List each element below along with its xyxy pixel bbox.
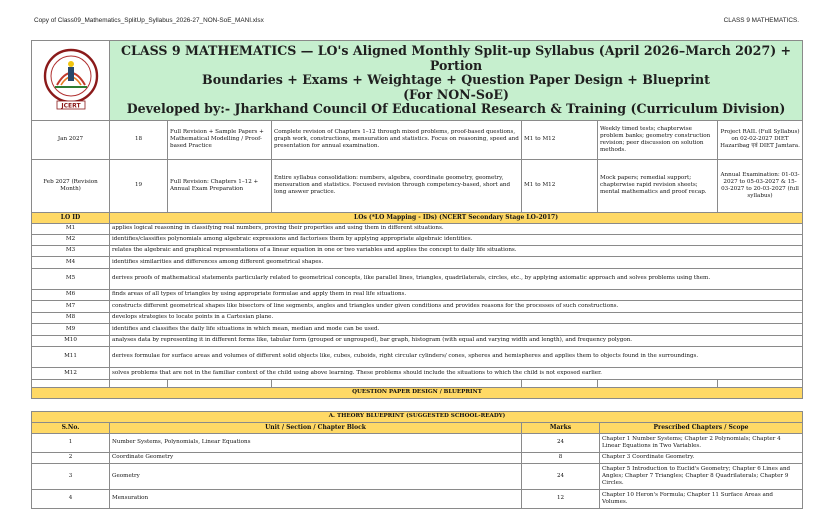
lo-row [32, 256, 803, 268]
sheet-title-header: CLASS 9 MATHEMATICS. [723, 17, 799, 24]
lo-id-header: LO ID [32, 212, 110, 223]
main-title-line2: Boundaries + Exams + Weightage + Question Paper Design + Blueprint [202, 72, 710, 87]
lo-desc-header: LOs (*LO Mapping - IDs) (NCERT Secondary Stage LO-2017) [110, 212, 803, 223]
marks-cell: 12 [522, 489, 600, 508]
blueprint-row [32, 463, 803, 489]
lo-row [32, 223, 803, 234]
title-row [32, 41, 803, 121]
lo-text: derives formulae for surface areas and volumes of different solid objects like, cubes, cuboids, right circular cylinders/ cones, spheres and hemispheres and applies them to objects found in the surroundings. [110, 346, 803, 367]
blueprint-table [31, 411, 803, 509]
chapters-cell: Chapter 10 Heron's Formula; Chapter 11 Surface Areas and Volumes. [600, 489, 803, 508]
chapters-header: Prescribed Chapters / Scope [600, 422, 803, 433]
lo-text: relates the algebraic and graphical representations of a linear equation in one or two variables and applies the concept to daily life situations. [110, 245, 803, 256]
syllabus-table [31, 40, 803, 399]
lo-id: M7 [32, 300, 110, 312]
unit-cell: Number Systems, Polynomials, Linear Equations [110, 433, 522, 452]
remark-cell: Annual Examination: 01-03-2027 to 05-03-2027 & 15-03-2027 to 20-03-2027 (full syllabus) [718, 159, 803, 212]
lo-row [32, 323, 803, 335]
lo-id: M1 [32, 223, 110, 234]
week-cell: 18 [110, 120, 168, 159]
chapters-cell: Chapter 1 Number Systems; Chapter 2 Polynomials; Chapter 4 Linear Equations in Two Variables. [600, 433, 803, 452]
lo-id: M9 [32, 323, 110, 335]
lo-row [32, 245, 803, 256]
lo-cell: M1 to M12 [522, 159, 598, 212]
activity-cell: Mock papers; remedial support; chapterwise rapid revision sheets; mental mathematics and proof recap. [598, 159, 718, 212]
lo-id: M8 [32, 312, 110, 323]
sno-cell: 4 [32, 489, 110, 508]
lo-id: M10 [32, 335, 110, 346]
lo-header-row [32, 212, 803, 223]
chapters-cell: Chapter 3 Coordinate Geometry. [600, 452, 803, 463]
blueprint-header-row [32, 422, 803, 433]
lo-text: derives proofs of mathematical statements particularly related to geometrical concepts, like parallel lines, triangles, quadrilaterals, circles, etc., by applying axiomatic approach and solves problems using them. [110, 268, 803, 289]
unit-header: Unit / Section / Chapter Block [110, 422, 522, 433]
lo-id: M4 [32, 256, 110, 268]
details-cell: Entire syllabus consolidation: numbers, algebra, coordinate geometry, geometry, mensuration and statistics. Focused revision through competency-based, short and long answer practice. [272, 159, 522, 212]
month-cell: Jan 2027 [32, 120, 110, 159]
sno-header: S.No. [32, 422, 110, 433]
lo-text: identifies similarities and differences among different geometrical shapes. [110, 256, 803, 268]
topic-cell: Full Revision + Sample Papers + Mathematical Modelling / Proof-based Practice [168, 120, 272, 159]
unit-cell: Coordinate Geometry [110, 452, 522, 463]
logo-text: JCERT [60, 102, 81, 110]
monthly-row [32, 120, 803, 159]
unit-cell: Mensuration [110, 489, 522, 508]
blueprint-row [32, 452, 803, 463]
lo-id: M6 [32, 289, 110, 300]
lo-cell: M1 to M12 [522, 120, 598, 159]
lo-id: M3 [32, 245, 110, 256]
sno-cell: 1 [32, 433, 110, 452]
lo-text: identifies and classifies the daily life situations in which mean, median and mode can be used. [110, 323, 803, 335]
sno-cell: 3 [32, 463, 110, 489]
empty-row [32, 379, 803, 387]
title-cell [110, 41, 803, 121]
marks-header: Marks [522, 422, 600, 433]
lo-row [32, 346, 803, 367]
details-cell: Complete revision of Chapters 1–12 through mixed problems, proof-based questions, graph work, constructions, mensuration and statistics. Focus on reasoning, speed and presentation for annual examination. [272, 120, 522, 159]
lo-row [32, 268, 803, 289]
lo-row [32, 289, 803, 300]
lo-id: M2 [32, 234, 110, 245]
blueprint-title-row [32, 411, 803, 422]
lo-row [32, 300, 803, 312]
marks-cell: 24 [522, 463, 600, 489]
file-name-header: Copy of Class09_Mathematics_SplitUp_Syllabus_2026-27_NON-SoE_MANI.xlsx [34, 17, 264, 24]
lo-row [32, 312, 803, 323]
lo-text: constructs different geometrical shapes like bisectors of line segments, angles and triangles under given conditions and provides reasons for the processes of such constructions. [110, 300, 803, 312]
qp-design-label: QUESTION PAPER DESIGN / BLUEPRINT [32, 387, 803, 398]
activity-cell: Weekly timed tests; chapterwise problem banks; geometry construction revision; peer discussion on solution methods. [598, 120, 718, 159]
lo-row [32, 234, 803, 245]
marks-cell: 8 [522, 452, 600, 463]
qp-design-row [32, 387, 803, 398]
lo-row [32, 367, 803, 379]
main-title-line4: Developed by:- Jharkhand Council Of Educational Research & Training (Curriculum Division) [126, 101, 786, 116]
lo-text: finds areas of all types of triangles by using appropriate formulae and apply them in real life situations. [110, 289, 803, 300]
month-cell: Feb 2027 (Revision Month) [32, 159, 110, 212]
blueprint-title: A. THEORY BLUEPRINT (SUGGESTED SCHOOL-READY) [32, 411, 803, 422]
sno-cell: 2 [32, 452, 110, 463]
lo-text: identifies/classifies polynomials among algebraic expressions and factorises them by applying appropriate algebraic identities. [110, 234, 803, 245]
spreadsheet [31, 40, 802, 509]
blueprint-row [32, 489, 803, 508]
lo-text: analyses data by representing it in different forms like, tabular form (grouped or ungrouped), bar graph, histogram (with equal and varying width and length), and frequency polygon. [110, 335, 803, 346]
lo-text: solves problems that are not in the familiar context of the child using above learning. These problems should include the situations to which the child is not exposed earlier. [110, 367, 803, 379]
week-cell: 19 [110, 159, 168, 212]
chapters-cell: Chapter 5 Introduction to Euclid's Geometry; Chapter 6 Lines and Angles; Chapter 7 Triangles; Chapter 8 Quadrilaterals; Chapter 9 Circles. [600, 463, 803, 489]
marks-cell: 24 [522, 433, 600, 452]
remark-cell: Project RAIL (Full Syllabus) on 02-02-2027 DIET Hazaribag एवं DIET Jamtara. [718, 120, 803, 159]
lo-id: M11 [32, 346, 110, 367]
lo-id: M12 [32, 367, 110, 379]
jcert-logo-icon [35, 47, 107, 111]
lo-text: applies logical reasoning in classifying real numbers, proving their properties and using them in different situations. [110, 223, 803, 234]
topic-cell: Full Revision: Chapters 1–12 + Annual Exam Preparation [168, 159, 272, 212]
logo-cell [32, 41, 110, 121]
lo-id: M5 [32, 268, 110, 289]
main-title-line3: (For NON-SoE) [403, 86, 509, 102]
main-title-line1: CLASS 9 MATHEMATICS — LO's Aligned Monthly Split-up Syllabus (April 2026–March 2027) + Portion [120, 43, 792, 73]
lo-text: develops strategies to locate points in a Cartesian plane. [110, 312, 803, 323]
lo-row [32, 335, 803, 346]
monthly-row [32, 159, 803, 212]
unit-cell: Geometry [110, 463, 522, 489]
blueprint-row [32, 433, 803, 452]
